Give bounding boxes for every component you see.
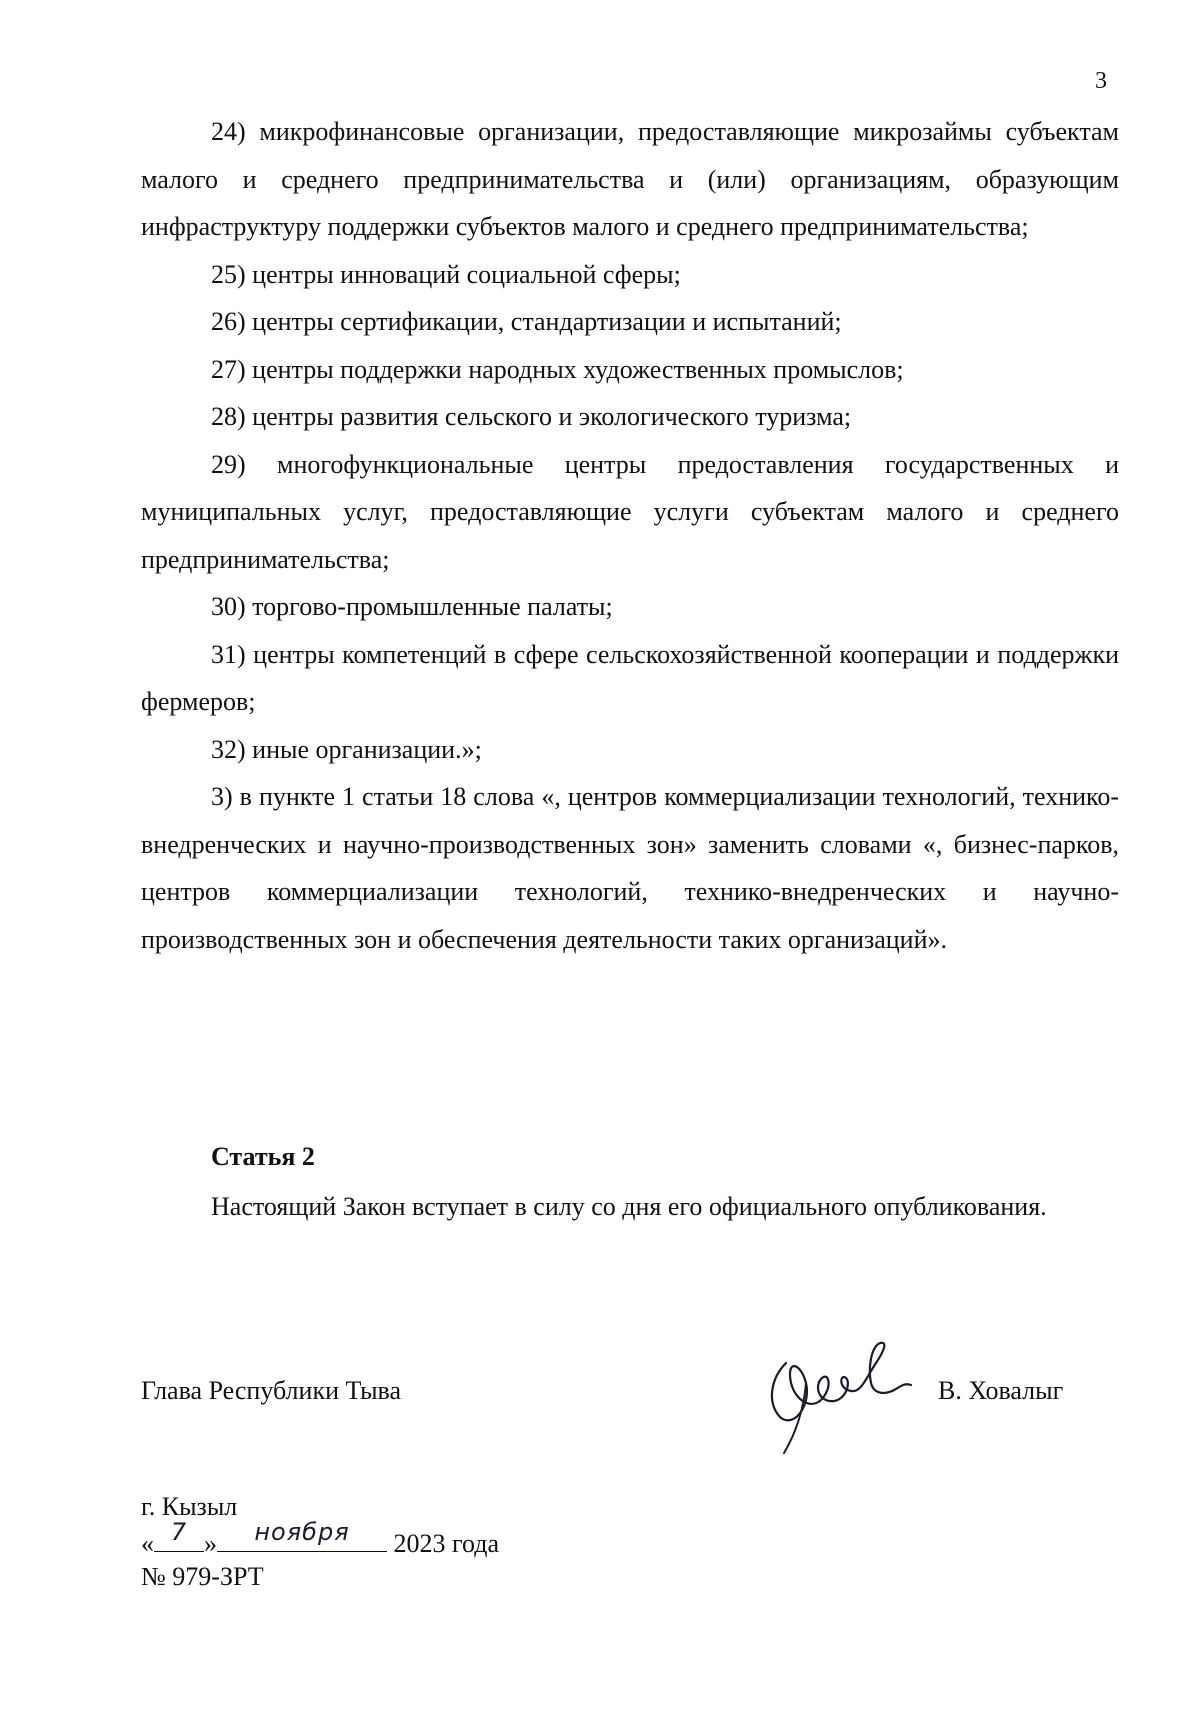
- handwritten-month: ноября: [254, 1518, 350, 1546]
- year-text: 2023 года: [393, 1529, 500, 1558]
- article-2-text: Настоящий Закон вступает в силу со дня его официального опубликования.: [211, 1192, 1047, 1221]
- law-number: № 979-ЗРТ: [141, 1562, 264, 1591]
- list-item-31: 31) центры компетенций в сфере сельскохозяйственной кооперации и поддержки фермеров;: [141, 639, 1119, 716]
- list-item-29: 29) многофункциональные центры предоставления государственных и муниципальных услуг, предоставляющие услуги субъектам малого и среднего предпринимательства;: [141, 449, 1119, 574]
- handwritten-signature: [756, 1323, 916, 1458]
- amendment-item-3: 3) в пункте 1 статьи 18 слова «, центров коммерциализации технологий, технико-внедренческих и научно-производственных зон» заменить словами «, бизнес-парков, центров коммерциализации технологий, технико-внедренческих и научно-производственных зон и обеспечения деятельности таких организаций».: [141, 782, 1119, 954]
- document-footer: [141, 1490, 499, 1593]
- list-item-27: 27) центры поддержки народных художественных промыслов;: [211, 354, 904, 384]
- page-number: 3: [1095, 68, 1107, 94]
- day-slot: [154, 1518, 204, 1552]
- signatory-name: В. Ховалыг: [938, 1376, 1064, 1405]
- signature-block: [141, 1368, 1119, 1488]
- city-line: г. Кызыл: [141, 1492, 238, 1521]
- handwritten-day: 7: [170, 1518, 188, 1546]
- list-item-24: 24) микрофинансовые организации, предоставляющие микрозаймы субъектам малого и среднего предпринимательства и (или) организациям, образующим инфраструктуру поддержки субъектов малого и среднего предпринимательства;: [141, 117, 1119, 241]
- list-item-26: 26) центры сертификации, стандартизации и испытаний;: [211, 307, 842, 336]
- open-quote: «: [141, 1529, 154, 1558]
- close-quote: »: [204, 1529, 217, 1558]
- date-line: [141, 1518, 500, 1560]
- signatory-title: Глава Республики Тыва: [141, 1376, 402, 1405]
- list-item-25: 25) центры инноваций социальной сферы;: [211, 259, 681, 289]
- law-text-body: [141, 108, 1119, 963]
- list-item-30: 30) торгово-промышленные палаты;: [211, 592, 613, 621]
- list-item-28: 28) центры развития сельского и экологического туризма;: [211, 402, 852, 431]
- article-2: [141, 1137, 1119, 1231]
- month-slot: [217, 1518, 387, 1552]
- list-item-32: 32) иные организации.»;: [211, 734, 482, 764]
- article-2-heading: Статья 2: [211, 1142, 315, 1171]
